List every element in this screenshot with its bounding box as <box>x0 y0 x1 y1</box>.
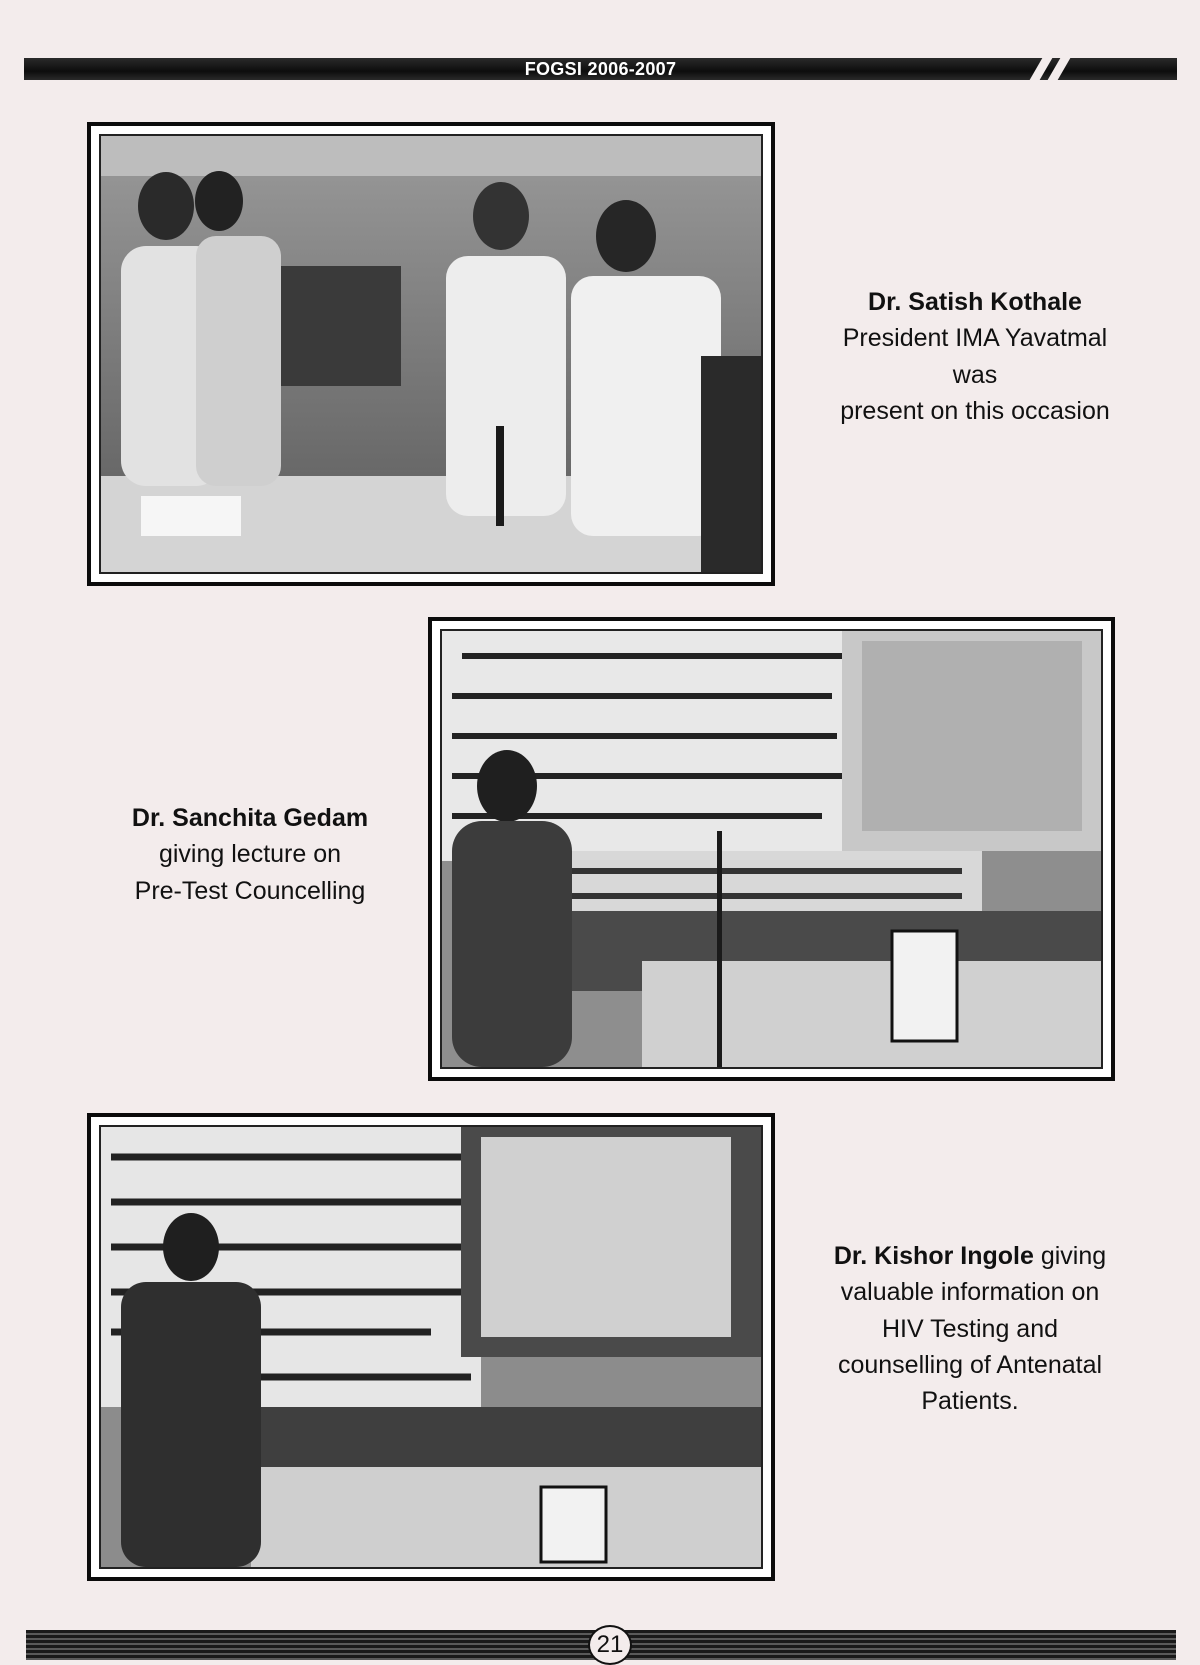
caption-line: present on this occasion <box>840 396 1110 425</box>
caption-line: counselling of Antenatal <box>837 1350 1103 1379</box>
photo-lecture-kishor-ingole <box>87 1113 775 1581</box>
caption-line: giving lecture on <box>158 840 342 869</box>
caption-satish-kothale <box>805 284 1145 429</box>
header-title: FOGSI 2006-2007 <box>524 59 677 79</box>
caption-line: was <box>952 360 998 389</box>
lecture-photo-image <box>442 631 1101 1067</box>
caption-suffix: giving <box>1040 1242 1107 1270</box>
page-number: 21 <box>588 1625 632 1665</box>
caption-line: Patients. <box>921 1387 1019 1415</box>
header-banner <box>24 58 1177 80</box>
lamp-lighting-photo-image <box>101 136 761 572</box>
caption-name: Dr. Satish Kothale <box>868 288 1082 316</box>
caption-sanchita-gedam <box>90 800 410 909</box>
caption-line: President IMA Yavatmal <box>842 324 1108 353</box>
caption-line: valuable information on <box>840 1278 1100 1307</box>
caption-line: HIV Testing and <box>881 1314 1059 1343</box>
caption-kishor-ingole <box>790 1238 1150 1419</box>
caption-name: Dr. Kishor Ingole <box>833 1242 1034 1270</box>
photo-lamp-lighting <box>87 122 775 586</box>
caption-line: Pre-Test Councelling <box>134 876 366 905</box>
caption-name: Dr. Sanchita Gedam <box>131 804 369 832</box>
photo-lecture-sanchita-gedam <box>428 617 1115 1081</box>
hiv-talk-photo-image <box>101 1127 761 1567</box>
